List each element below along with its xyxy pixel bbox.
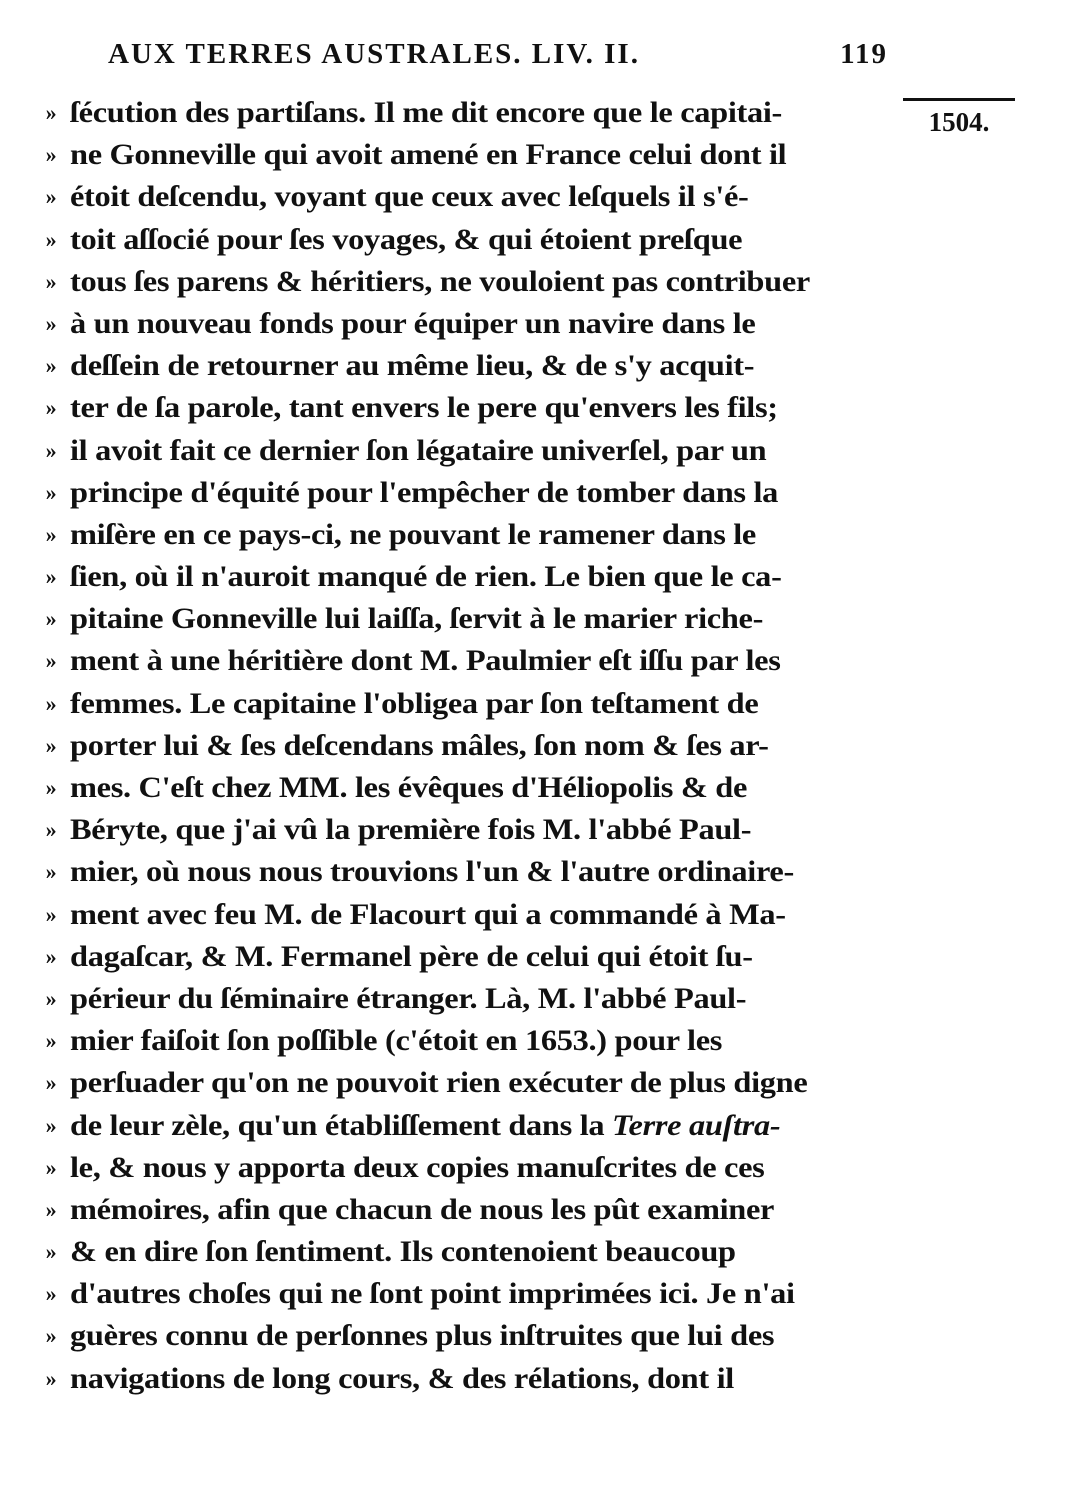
text-line: » le, & nous y apporta deux copies manuſcrites de ces bbox=[32, 1147, 892, 1189]
text-line: » ne Gonneville qui avoit amené en France celui dont il bbox=[32, 134, 892, 176]
quote-mark: » bbox=[45, 100, 57, 125]
quote-mark: » bbox=[45, 310, 57, 336]
italic-phrase: Terre auſtra- bbox=[612, 1108, 781, 1142]
text-line: » mier faiſoit ſon poſſible (c'étoit en 1653.) pour les bbox=[32, 1020, 892, 1062]
page-number: 119 bbox=[840, 38, 888, 70]
quote-mark: » bbox=[45, 268, 57, 294]
text-line: » il avoit fait ce dernier ſon légataire univerſel, par un bbox=[32, 430, 892, 472]
quote-mark: » bbox=[45, 1112, 57, 1138]
quote-mark: » bbox=[45, 437, 57, 463]
text-line: » mémoires, afin que chacun de nous les pût examiner bbox=[32, 1189, 892, 1231]
text-line: » perſuader qu'on ne pouvoit rien exécuter de plus digne bbox=[32, 1062, 892, 1104]
quote-mark: » bbox=[45, 353, 57, 379]
text-line: » périeur du ſéminaire étranger. Là, M. l'abbé Paul- bbox=[32, 978, 892, 1020]
quote-mark: » bbox=[45, 1323, 57, 1349]
quote-mark: » bbox=[45, 690, 57, 716]
text-line: » ſien, où il n'auroit manqué de rien. Le bien que le ca- bbox=[32, 556, 892, 598]
quote-mark: » bbox=[45, 901, 57, 927]
quote-mark: » bbox=[45, 226, 57, 252]
text-line: » à un nouveau fonds pour équiper un navire dans le bbox=[32, 303, 892, 345]
quote-mark: » bbox=[45, 395, 57, 421]
quote-mark: » bbox=[45, 479, 57, 505]
quote-mark: » bbox=[45, 648, 57, 674]
quote-mark: » bbox=[45, 1154, 57, 1180]
text-line: » principe d'équité pour l'empêcher de tomber dans la bbox=[32, 472, 892, 514]
running-title: AUX TERRES AUSTRALES. LIV. II. bbox=[108, 38, 640, 70]
quote-mark: » bbox=[45, 775, 57, 800]
quote-mark: » bbox=[45, 521, 57, 547]
text-line: » ment à une héritière dont M. Paulmier eſt iſſu par les bbox=[32, 640, 892, 682]
margin-year-note: 1504. bbox=[903, 98, 1015, 138]
quote-mark: » bbox=[45, 817, 57, 843]
text-line: » porter lui & ſes deſcendans mâles, ſon nom & ſes ar- bbox=[32, 725, 892, 767]
text-line: » d'autres choſes qui ne ſont point imprimées ici. Je n'ai bbox=[32, 1273, 892, 1315]
text-line: » miſère en ce pays-ci, ne pouvant le ramener dans le bbox=[32, 514, 892, 556]
text-line: » Béryte, que j'ai vû la première fois M. l'abbé Paul- bbox=[32, 809, 892, 851]
text-line: » dagaſcar, & M. Fermanel père de celui qui étoit ſu- bbox=[32, 936, 892, 978]
quote-mark: » bbox=[45, 859, 57, 885]
text-line: » ſécution des partiſans. Il me dit encore que le capitai- bbox=[32, 92, 892, 134]
quote-mark: » bbox=[45, 142, 57, 168]
text-line: » ment avec feu M. de Flacourt qui a commandé à Ma- bbox=[32, 894, 892, 936]
text-line: » toit aſſocié pour ſes voyages, & qui étoient preſque bbox=[32, 219, 892, 261]
running-head bbox=[108, 38, 888, 82]
quote-mark: » bbox=[45, 985, 57, 1011]
quote-mark: » bbox=[45, 943, 57, 969]
body-text bbox=[32, 92, 892, 1400]
quote-mark: » bbox=[45, 732, 57, 758]
quote-mark: » bbox=[45, 184, 57, 210]
text-line: » deſſein de retourner au même lieu, & de s'y acquit- bbox=[32, 345, 892, 387]
text-line: » mes. C'eſt chez MM. les évêques d'Héliopolis & de bbox=[32, 767, 892, 809]
text-line: » pitaine Gonneville lui laiſſa, ſervit à le marier riche- bbox=[32, 598, 892, 640]
text-line: » étoit deſcendu, voyant que ceux avec leſquels il s'é- bbox=[32, 176, 892, 218]
text-line: » ter de ſa parole, tant envers le pere qu'envers les fils; bbox=[32, 387, 892, 429]
quote-mark: » bbox=[45, 1196, 57, 1222]
quote-mark: » bbox=[45, 1281, 57, 1307]
quote-mark: » bbox=[45, 1239, 57, 1265]
text-line: » de leur zèle, qu'un établiſſement dans la Terre auſtra- bbox=[32, 1105, 892, 1147]
quote-mark: » bbox=[45, 606, 57, 632]
quote-mark: » bbox=[45, 1028, 57, 1054]
text-line: » guères connu de perſonnes plus inſtruites que lui des bbox=[32, 1315, 892, 1357]
text-line: » mier, où nous nous trouvions l'un & l'autre ordinaire- bbox=[32, 851, 892, 893]
text-line: » tous ſes parens & héritiers, ne vouloient pas contribuer bbox=[32, 261, 892, 303]
text-line: » navigations de long cours, & des rélations, dont il bbox=[32, 1358, 892, 1400]
quote-mark: » bbox=[45, 1070, 57, 1096]
quote-mark: » bbox=[45, 564, 57, 590]
text-line: » & en dire ſon ſentiment. Ils contenoient beaucoup bbox=[32, 1231, 892, 1273]
text-line: » femmes. Le capitaine l'obligea par ſon teſtament de bbox=[32, 683, 892, 725]
quote-mark: » bbox=[45, 1365, 57, 1391]
